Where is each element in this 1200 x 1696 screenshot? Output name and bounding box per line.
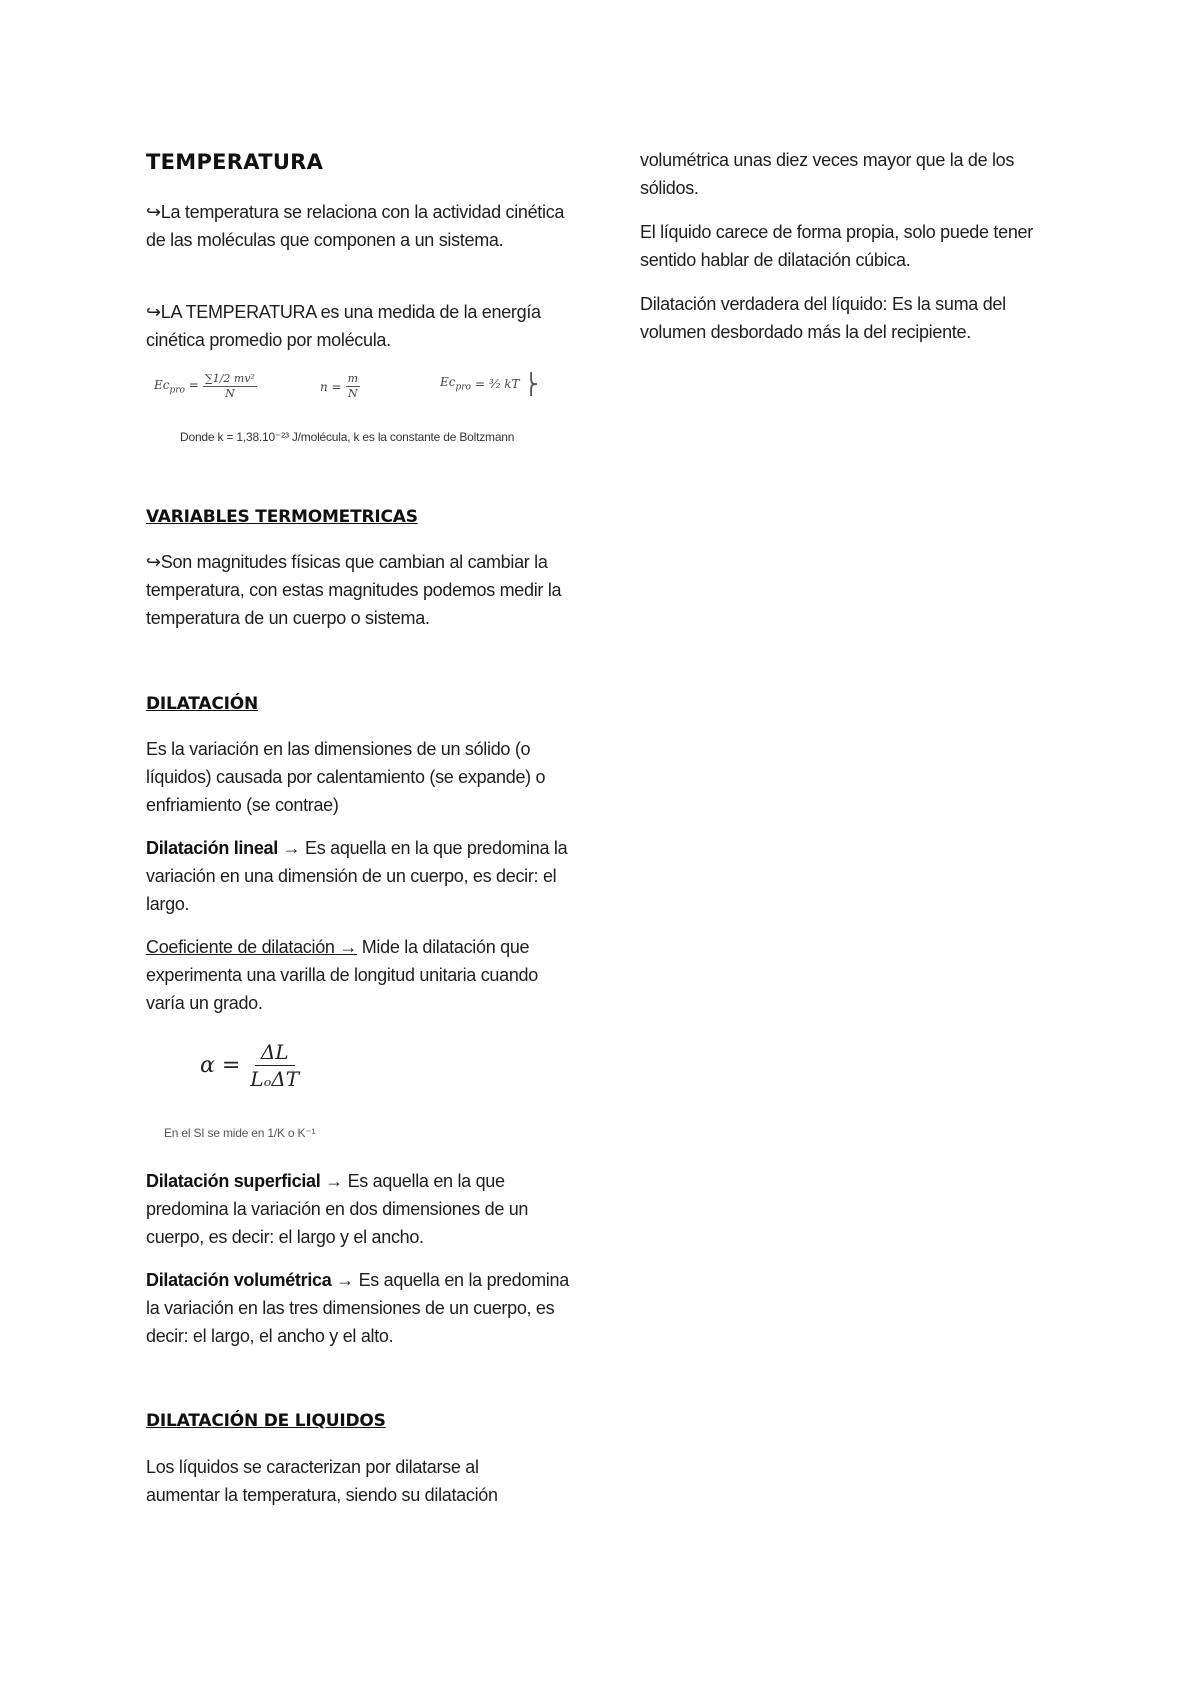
- paragraph-right-forma-propia: El líquido carece de forma propia, solo puede tener sentido hablar de dilatación cúbica.: [640, 222, 1033, 270]
- paragraph-dilatacion: Es la variación en las dimensiones de un sólido (o líquidos) causada por calentamiento (se expande) o enfriamiento (se contrae): [146, 739, 546, 815]
- paragraph-right-volumetrica: volumétrica unas diez veces mayor que la de los sólidos.: [640, 150, 1015, 198]
- paragraph-temperatura-actividad: ↪La temperatura se relaciona con la actividad cinética de las moléculas que componen a un sistema.: [146, 202, 565, 250]
- paragraph-liquidos: Los líquidos se caracterizan por dilatarse al aumentar la temperatura, siendo su dilatación: [146, 1457, 498, 1505]
- paragraph-dilatacion-volumetrica: Dilatación volumétrica → Es aquella en la predomina la variación en las tres dimensiones de un cuerpo, es decir: el largo, el ancho y el alto.: [146, 1270, 569, 1346]
- label-dilatacion-volumetrica: Dilatación volumétrica: [146, 1270, 332, 1290]
- label-coeficiente: Coeficiente de dilatación →: [146, 937, 358, 957]
- formula-ec-kt: $Ec_{pro}$ = ³⁄₂ kT ⎬: [440, 372, 539, 396]
- heading-variables-termometricas: VARIABLES TERMOMETRICAS: [146, 507, 418, 527]
- paragraph-coeficiente: Coeficiente de dilatación → Mide la dilatación que experimenta una varilla de longitud unitaria cuando varía un grado.: [146, 937, 538, 1013]
- paragraph-right-dilatacion-verdadera: Dilatación verdadera del líquido: Es la suma del volumen desbordado más la del recipiente.: [640, 294, 1006, 342]
- section-title-temperatura: TEMPERATURA: [146, 150, 324, 174]
- heading-dilatacion: DILATACIÓN: [146, 694, 259, 714]
- label-dilatacion-lineal: Dilatación lineal: [146, 838, 278, 858]
- si-units-note: En el SI se mide en 1/K o K⁻¹: [164, 1126, 316, 1140]
- paragraph-variables: ↪Son magnitudes físicas que cambian al cambiar la temperatura, con estas magnitudes podemos medir la temperatura de un cuerpo o sistema.: [146, 552, 562, 628]
- alpha-formula: α = $\frac{\Delta L}{\text{LₒΔT}}$: [200, 1039, 300, 1091]
- formula-n: n = $\frac{m}{N}$: [320, 372, 359, 400]
- kinetic-energy-formulas: [150, 372, 550, 422]
- paragraph-dilatacion-superficial: Dilatación superficial → Es aquella en la que predomina la variación en dos dimensiones de un cuerpo, es decir: el largo y el ancho.: [146, 1171, 529, 1247]
- boltzmann-note: Donde k = 1,38.10⁻²³ J/molécula, k es la constante de Boltzmann: [180, 430, 515, 444]
- paragraph-dilatacion-lineal: Dilatación lineal → Es aquella en la que predomina la variación en una dimensión de un cuerpo, es decir: el largo.: [146, 838, 568, 914]
- label-dilatacion-superficial: Dilatación superficial: [146, 1171, 321, 1191]
- heading-dilatacion-liquidos: DILATACIÓN DE LIQUIDOS: [146, 1411, 386, 1431]
- paragraph-temperatura-medida: ↪LA TEMPERATURA es una medida de la energía cinética promedio por molécula.: [146, 302, 541, 350]
- formula-average-kinetic-energy: $Ec_{pro}$ = $\frac{\text{∑1/2 mv²}}{N}$: [154, 372, 255, 400]
